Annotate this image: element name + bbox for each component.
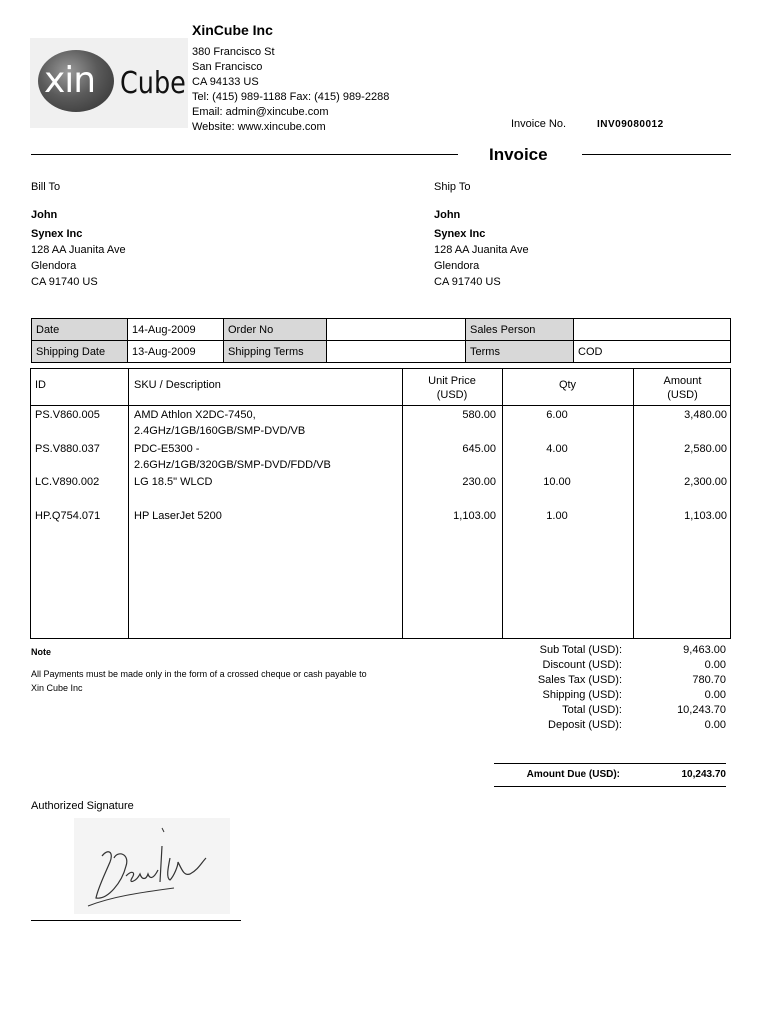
item-qty: 10.00 — [543, 476, 571, 488]
address-line: CA 94133 US — [192, 76, 259, 88]
subtotal-label: Sub Total (USD): — [539, 644, 622, 656]
shipping-label: Shipping (USD): — [542, 689, 622, 701]
bill-to-block — [31, 207, 126, 290]
invoice-number: INV09080012 — [597, 119, 664, 130]
bill-to-line: CA 91740 US — [31, 276, 98, 288]
bill-to-line: Glendora — [31, 260, 77, 272]
bill-to-company: Synex Inc — [31, 228, 83, 240]
address-line: Email: admin@xincube.com — [192, 106, 329, 118]
date-label: Date — [32, 319, 128, 341]
amount-due-label: Amount Due (USD): — [526, 769, 620, 780]
item-amount: 2,580.00 — [684, 443, 727, 455]
item-unit-price: 580.00 — [462, 409, 496, 421]
invoice-number-label: Invoice No. — [511, 118, 567, 130]
item-unit-price: 1,103.00 — [453, 510, 496, 522]
discount-label: Discount (USD): — [542, 659, 622, 671]
item-description: AMD Athlon X2DC-7450, 2.4GHz/1GB/160GB/SMP-DVD/VB — [134, 409, 306, 437]
item-unit-price: 645.00 — [462, 443, 496, 455]
ship-to-name: John — [434, 209, 461, 221]
item-amount: 3,480.00 — [684, 409, 727, 421]
header-id: ID — [35, 379, 46, 391]
signature-line — [31, 920, 241, 921]
company-logo — [30, 38, 188, 128]
item-description: HP LaserJet 5200 — [134, 510, 222, 522]
header-unit-price: Unit Price (USD) — [428, 375, 476, 401]
sales-person-value — [574, 319, 731, 341]
item-id: PS.V880.037 — [35, 443, 100, 455]
title-rule-left — [31, 154, 458, 155]
amount-due-rule-bottom — [494, 786, 726, 787]
logo-text-xin: xin — [44, 60, 96, 101]
terms-label: Terms — [466, 341, 574, 363]
signature-image — [74, 818, 230, 914]
item-id: PS.V860.005 — [35, 409, 100, 421]
ship-to-label: Ship To — [434, 181, 471, 193]
address-line: 380 Francisco St — [192, 46, 275, 58]
total-label: Total (USD): — [562, 704, 622, 716]
address-line: Tel: (415) 989-1188 Fax: (415) 989-2288 — [192, 91, 390, 103]
shipping-terms-value — [327, 341, 466, 363]
bill-to-label: Bill To — [31, 181, 61, 193]
shipping-value: 0.00 — [704, 689, 726, 701]
order-meta-table — [31, 318, 731, 363]
meta-row — [32, 341, 731, 363]
header-divider — [31, 405, 730, 406]
discount-value: 0.00 — [704, 659, 726, 671]
item-description: PDC-E5300 - 2.6GHz/1GB/320GB/SMP-DVD/FDD/VB — [134, 443, 331, 471]
item-qty: 1.00 — [546, 510, 568, 522]
item-qty: 6.00 — [546, 409, 568, 421]
sales-person-label: Sales Person — [466, 319, 574, 341]
signature-label: Authorized Signature — [31, 800, 134, 812]
bill-to-name: John — [31, 209, 58, 221]
item-qty: 4.00 — [546, 443, 568, 455]
ship-to-block — [434, 207, 529, 290]
order-no-value — [327, 319, 466, 341]
amount-due-rule-top — [494, 763, 726, 764]
date-value: 14-Aug-2009 — [128, 319, 224, 341]
signature-drawing — [74, 818, 230, 914]
sales-tax-label: Sales Tax (USD): — [537, 674, 622, 686]
shipping-date-label: Shipping Date — [32, 341, 128, 363]
company-name: XinCube Inc — [192, 22, 273, 38]
item-id: LC.V890.002 — [35, 476, 100, 488]
meta-row — [32, 319, 731, 341]
total-value: 10,243.70 — [677, 704, 726, 716]
item-id: HP.Q754.071 — [35, 510, 101, 522]
deposit-label: Deposit (USD): — [548, 719, 622, 731]
deposit-value: 0.00 — [704, 719, 726, 731]
item-amount: 1,103.00 — [684, 510, 727, 522]
note-text: All Payments must be made only in the form of a crossed cheque or cash payable to Xin Cube Inc — [31, 669, 367, 693]
ship-to-line: 128 AA Juanita Ave — [434, 244, 529, 256]
ship-to-company: Synex Inc — [434, 228, 486, 240]
address-line: San Francisco — [192, 61, 263, 73]
ship-to-line: CA 91740 US — [434, 276, 501, 288]
item-unit-price: 230.00 — [462, 476, 496, 488]
bill-to-line: 128 AA Juanita Ave — [31, 244, 126, 256]
header-amount: Amount (USD) — [663, 375, 702, 401]
terms-value: COD — [574, 341, 731, 363]
note-title: Note — [31, 647, 51, 657]
order-no-label: Order No — [224, 319, 327, 341]
ship-to-line: Glendora — [434, 260, 480, 272]
title-rule-right — [582, 154, 731, 155]
amount-due-value: 10,243.70 — [681, 769, 726, 780]
logo-text-cube: Cube — [120, 66, 186, 101]
header-sku: SKU / Description — [134, 379, 221, 391]
header-qty: Qty — [558, 379, 577, 391]
line-items-table — [30, 368, 731, 639]
invoice-title: Invoice — [489, 145, 548, 164]
company-address — [192, 45, 389, 135]
shipping-date-value: 13-Aug-2009 — [128, 341, 224, 363]
subtotal-value: 9,463.00 — [683, 644, 726, 656]
item-amount: 2,300.00 — [684, 476, 727, 488]
item-description: LG 18.5" WLCD — [134, 476, 213, 488]
shipping-terms-label: Shipping Terms — [224, 341, 327, 363]
sales-tax-value: 780.70 — [692, 674, 726, 686]
address-line: Website: www.xincube.com — [192, 121, 326, 133]
column-divider — [128, 369, 129, 638]
